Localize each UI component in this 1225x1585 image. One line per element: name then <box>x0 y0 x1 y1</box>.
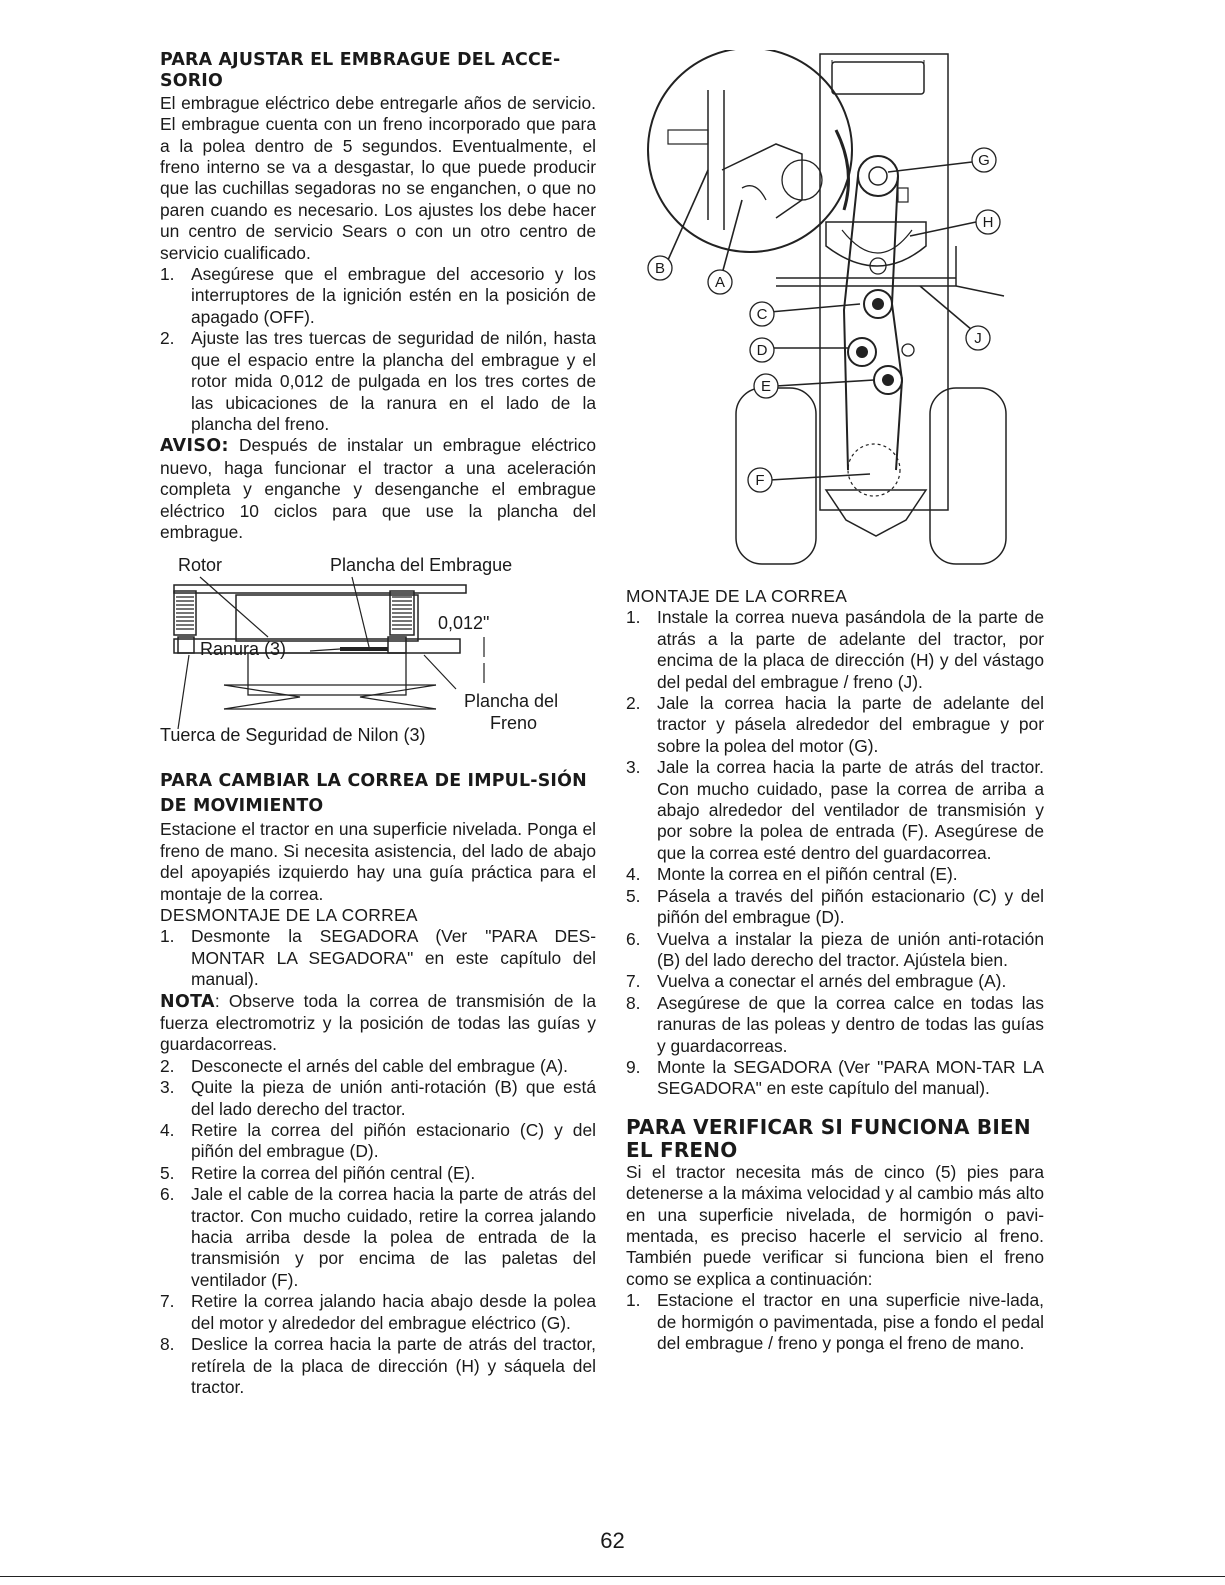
bottom-rule <box>0 1576 1225 1577</box>
page-number: 62 <box>600 1528 625 1553</box>
callout-d: D <box>756 342 768 359</box>
list-item: 1. Estacione el tractor en una superficie nive-lada, de hormigón o pavimentada, pise a fondo el pedal del embrague / freno y ponga el freno de mano. <box>626 1290 1044 1353</box>
callout-g: G <box>978 152 990 169</box>
list-adjust-steps <box>160 264 596 435</box>
list-verify-brake <box>626 1290 1044 1354</box>
right-column <box>626 50 1044 1354</box>
list-item: 8. Asegúrese de que la correa calce en todas las ranuras de las poleas y dentro de todas las guías y guardacorreas. <box>626 992 1044 1056</box>
list-desmontaje-1 <box>160 926 596 990</box>
heading-verify-brake: PARA VERIFICAR SI FUNCIONA BIEN EL FRENO <box>626 1114 1031 1162</box>
list-item: 2. Desconecte el arnés del cable del embrague (A). <box>160 1055 569 1076</box>
clutch-diagram-svg <box>160 551 596 747</box>
label-gap: 0,012" <box>438 613 490 634</box>
list-montaje <box>626 607 1044 1099</box>
list-item: 5. Retire la correa del piñón central (E). <box>160 1162 476 1183</box>
paragraph-change-belt-intro: Estacione el tractor en una superficie nivelada. Ponga el freno de mano. Si necesita asistencia, del lado de abajo del apoyapiés izquierdo hay una guía práctica para el montaje de la correa. <box>160 819 596 904</box>
label-tuerca: Tuerca de Seguridad de Nilon (3) <box>160 725 426 746</box>
list-item: 3. Quite la pieza de unión anti-rotación (B) que está del lado derecho del tractor. <box>160 1077 596 1119</box>
list-item: 1. Asegúrese que el embrague del accesorio y los interruptores de la ignición estén en la posición de apagado (OFF). <box>160 264 596 327</box>
list-item: 8. Deslice la correa hacia la parte de atrás del tractor, retírela de la placa de dirección (H) y sáquela del tractor. <box>160 1334 596 1397</box>
list-item: 6. Jale el cable de la correa hacia la parte de atrás del tractor. Con mucho cuidado, retire la correa jalando hacia arriba desde la polea de entrada de la transmisión y por encima de las paletas del ventilador (F). <box>160 1184 596 1290</box>
label-plancha-embrague: Plancha del Embrague <box>330 555 513 576</box>
list-item: 1. Instale la correa nueva pasándola de la parte de atrás a la parte de adelante del tractor, por encima de la placa de dirección (H) y del vástago del pedal del embrague / freno (J). <box>626 607 1044 692</box>
label-ranura: Ranura (3) <box>200 639 287 660</box>
tractor-belt-diagram <box>626 50 1044 586</box>
paragraph-aviso: AVISO: Después de instalar un embrague eléctrico nuevo, haga funcionar el tractor a una aceleración completa y enganche y desenganche el embrague eléctrico 10 ciclos para que use la plancha del embrague. <box>160 435 596 542</box>
subheading-montaje: MONTAJE DE LA CORREA <box>626 586 848 606</box>
label-plancha-freno-2: Freno <box>490 713 538 734</box>
list-item: 2. Ajuste las tres tuercas de seguridad de nilón, hasta que el espacio entre la plancha del embrague y el rotor mida 0,012 de pulgada en los tres cortes de las ubicaciones de la ranura en el lado de la plancha del freno. <box>160 328 596 434</box>
heading-adjust-clutch: PARA AJUSTAR EL EMBRAGUE DEL ACCE-SORIO <box>160 50 561 92</box>
callout-f: F <box>755 472 765 489</box>
list-item: 7. Vuelva a conectar el arnés del embrague (A). <box>626 971 1007 992</box>
callout-e: E <box>760 378 772 395</box>
list-item: 3. Jale la correa hacia la parte de atrás del tractor. Con mucho cuidado, pase la correa de arriba a abajo alrededor del ventilador de transmisión y por sobre la polea de entrada (F). Asegúrese de que la correa esté dentro del guardacorrea. <box>626 757 1044 863</box>
list-item: 7. Retire la correa jalando hacia abajo desde la polea del motor y alrededor del embrague eléctrico (G). <box>160 1291 596 1333</box>
heading-change-belt: PARA CAMBIAR LA CORREA DE IMPUL-SIÓN DE MOVIMIENTO <box>160 771 587 817</box>
list-desmontaje-2 <box>160 1056 596 1399</box>
paragraph-clutch-intro: El embrague eléctrico debe entregarle años de servicio. El embrague cuenta con un freno incorporado que para a la polea dentro de 5 segundos. Eventualmente, el freno interno se va a desgastar, lo que puede producir que las cuchillas segadoras no se enganchen, o que no paren cuando es necesario. Los ajustes los debe hacer un centro de servicio Sears o con un otro centro de servicio cualificado. <box>160 92 596 263</box>
tractor-belt-diagram-svg <box>626 50 1044 586</box>
label-plancha-freno-1: Plancha del <box>464 691 559 712</box>
list-item: 4. Monte la correa en el piñón central (E). <box>626 864 958 885</box>
paragraph-verify-brake: Si el tractor necesita más de cinco (5) pies para detenerse a la máxima velocidad y al cambio más alto en una superficie nivelada, de hormigón o pavi-mentada, es preciso hacerle el servicio al freno. También puede verificar si funciona bien el freno como se explica a continuación: <box>626 1161 1044 1289</box>
list-item: 6. Vuelva a instalar la pieza de unión anti-rotación (B) del lado derecho del tractor. Ajústela bien. <box>626 928 1044 970</box>
list-item: 9. Monte la SEGADORA (Ver "PARA MON-TAR LA SEGADORA" en este capítulo del manual). <box>626 1056 1044 1099</box>
paragraph-nota: NOTA: Observe toda la correa de transmisión de la fuerza electromotriz y la posición de todas las guías y guardacorreas. <box>160 990 596 1055</box>
callout-c: C <box>756 306 768 323</box>
callout-j: J <box>974 330 982 347</box>
callout-b: B <box>654 260 666 277</box>
callout-a: A <box>714 274 726 291</box>
clutch-diagram <box>160 551 596 747</box>
nota-label: NOTA <box>160 991 215 1012</box>
subheading-desmontaje: DESMONTAJE DE LA CORREA <box>160 904 418 925</box>
list-item: 1. Desmonte la SEGADORA (Ver "PARA DES-MONTAR LA SEGADORA" en este capítulo del manual). <box>160 926 596 990</box>
list-item: 4. Retire la correa del piñón estacionario (C) y del piñón del embrague (D). <box>160 1120 596 1162</box>
list-item: 5. Pásela a través del piñón estacionario (C) y del piñón del embrague (D). <box>626 885 1044 928</box>
left-column <box>160 50 596 1398</box>
callout-h: H <box>982 214 994 231</box>
list-item: 2. Jale la correa hacia la parte de adelante del tractor y pásela alrededor del embrague y por sobre la polea del motor (G). <box>626 693 1044 756</box>
aviso-label: AVISO: <box>160 436 229 457</box>
label-rotor: Rotor <box>178 555 223 576</box>
